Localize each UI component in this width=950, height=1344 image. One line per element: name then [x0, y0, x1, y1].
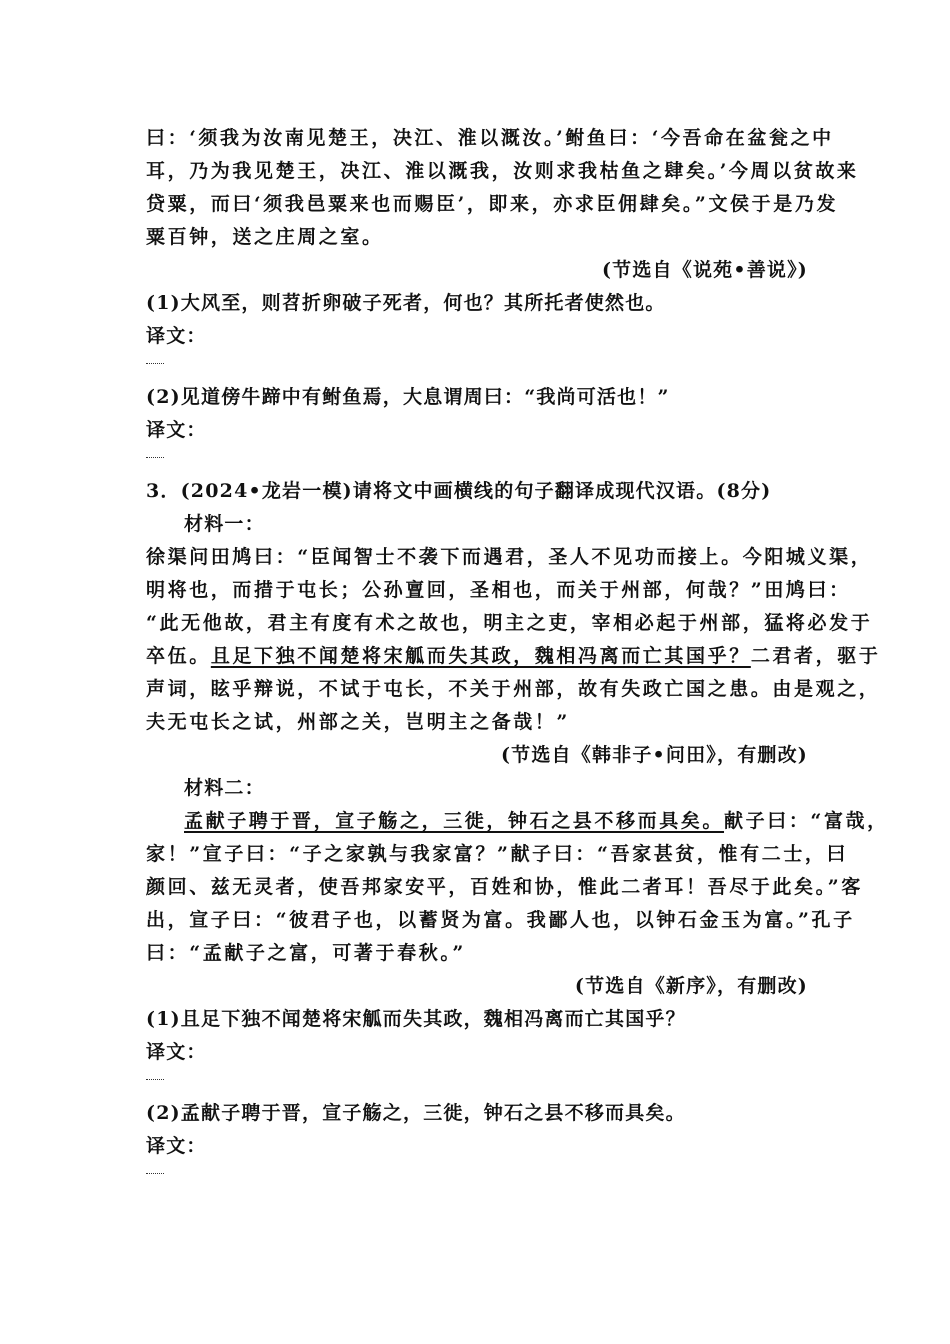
material-2-line-2: 家！”宣子曰：“子之家孰与我家富？”献子曰：“吾家甚贫，惟有二士，曰: [146, 843, 849, 865]
underlined-sentence-2: 孟献子聘于晋，宣子觞之，三徙，钟石之县不移而具矣。: [184, 810, 725, 832]
answer-blank-3[interactable]: [146, 1069, 808, 1097]
material-1-line-4-a: 卒伍。: [146, 645, 211, 667]
question-3-1: (1)且足下独不闻楚将宋觚而失其政，魏相冯离而亡其国乎？: [146, 1008, 686, 1030]
answer-blank-4[interactable]: [146, 1163, 808, 1191]
question-3-suffix: )请将文中画横线的句子翻译成现代汉语。(8分): [342, 480, 772, 502]
passage1-source: (节选自《说苑•善说》): [601, 259, 808, 281]
translation-label-1: 译文：: [146, 325, 207, 347]
question-3-heading: [146, 475, 808, 508]
material-1-source: (节选自《韩非子•问田》，有删改): [500, 744, 808, 766]
question-3-exam: 龙岩一模: [261, 480, 343, 502]
material-2-title: 材料二：: [184, 777, 265, 799]
material-2-line-5: 曰：“孟献子之富，可著于春秋。”: [146, 942, 466, 964]
passage1-line-1: 曰：‘须我为汝南见楚王，决江、淮以溉汝。’鲋鱼曰：‘今吾命在盆瓮之中: [146, 127, 834, 149]
material-2-line-1-b: 献子曰：“富哉，: [724, 810, 889, 832]
material-1-line-4-b: 二君者，驱于: [750, 645, 881, 667]
material-1-line-3: “此无他故，君主有度有术之故也，明主之吏，宰相必起于州部，猛将必发于: [146, 612, 873, 634]
question-1-1: (1)大风至，则苕折卵破子死者，何也？其所托者使然也。: [146, 292, 666, 314]
answer-blank-1[interactable]: [146, 353, 808, 381]
material-2-line-1: [146, 805, 889, 838]
document-page: [146, 122, 889, 1191]
answer-blank-2[interactable]: [146, 447, 808, 475]
passage1-line-3: 贷粟，而曰‘须我邑粟来也而赐臣’，即来，亦求臣佣肆矣。”文侯于是乃发: [146, 193, 839, 215]
passage1-line-2: 耳，乃为我见楚王，决江、淮以溉我，汝则求我枯鱼之肆矣。’今周以贫故来: [146, 160, 859, 182]
translation-label-2: 译文：: [146, 419, 207, 441]
question-1-2: (2)见道傍牛蹄中有鲋鱼焉，大息谓周曰：“我尚可活也！”: [146, 386, 670, 408]
passage1-line-4: 粟百钟，送之庄周之室。: [146, 226, 384, 248]
translation-label-3: 译文：: [146, 1041, 207, 1063]
question-3-2: (2)孟献子聘于晋，宣子觞之，三徙，钟石之县不移而具矣。: [146, 1102, 686, 1124]
material-1-line-1: 徐渠问田鸠曰：“臣闻智士不袭下而遇君，圣人不见功而接上。今阳城义渠，: [146, 546, 873, 568]
material-1-title: 材料一：: [184, 513, 265, 535]
material-2-line-3: 颜回、兹无灵者，使吾邦家安平，百姓和协，惟此二者耳！吾尽于此矣。”客: [146, 876, 863, 898]
material-1-line-6: 夫无屯长之试，州部之关，岂明主之备哉！”: [146, 711, 570, 733]
material-1-line-2: 明将也，而措于屯长；公孙亶回，圣相也，而关于州部，何哉？”田鸠曰：: [146, 579, 851, 601]
material-1-line-4: [146, 640, 881, 673]
material-2-source: (节选自《新序》，有删改): [574, 975, 808, 997]
material-2-line-4: 出，宣子曰：“彼君子也，以蓄贤为富。我鄙人也，以钟石金玉为富。”孔子: [146, 909, 855, 931]
material-1-line-5: 声词，眩乎辩说，不试于屯长，不关于州部，故有失政亡国之患。由是观之，: [146, 678, 881, 700]
underlined-sentence-1: 且足下独不闻楚将宋觚而失其政，魏相冯离而亡其国乎？: [210, 645, 751, 667]
translation-label-4: 译文：: [146, 1135, 207, 1157]
question-3-prefix: 3．(2024•: [146, 480, 262, 502]
